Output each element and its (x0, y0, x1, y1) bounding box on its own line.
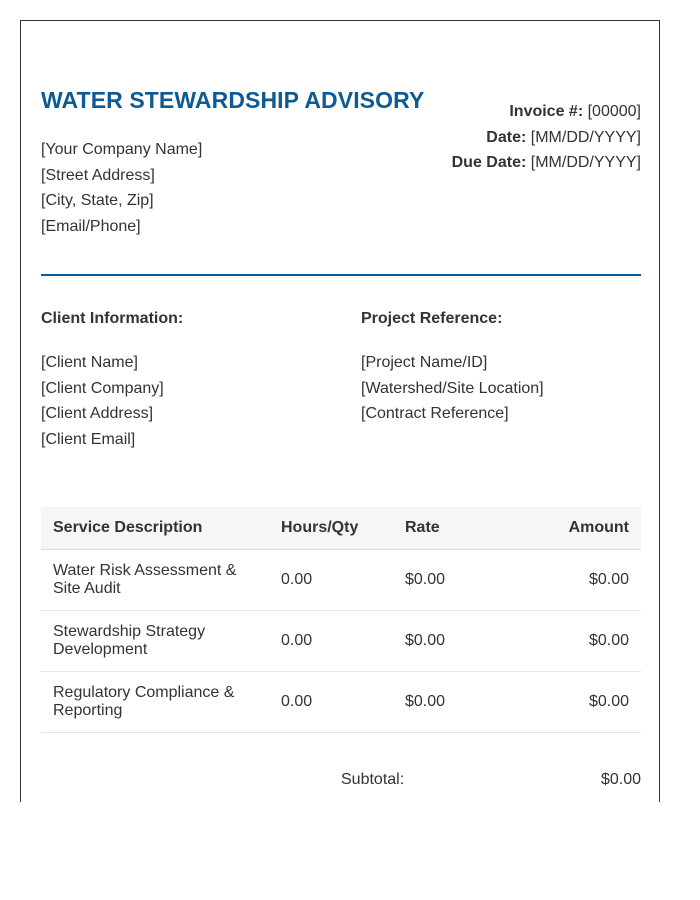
subtotal-label: Subtotal: (341, 771, 405, 788)
service-qty: 0.00 (269, 550, 393, 611)
column-header-hours: Hours/Qty (269, 507, 393, 550)
service-amount: $0.00 (531, 550, 641, 611)
table-row (41, 611, 641, 672)
services-table (41, 507, 641, 733)
invoice-page (20, 20, 660, 802)
invoice-number-row (452, 99, 641, 125)
due-date-label: Due Date: (451, 154, 527, 172)
service-description: Stewardship Strategy Development (41, 611, 269, 672)
client-information (41, 309, 341, 453)
invoice-date-label: Date: (486, 128, 527, 146)
client-lines (41, 350, 341, 453)
project-location: [Watershed/Site Location] (361, 379, 544, 397)
project-contract: [Contract Reference] (361, 405, 509, 423)
invoice-date-row (452, 125, 641, 151)
service-rate: $0.00 (393, 611, 531, 672)
column-header-amount: Amount (531, 507, 641, 550)
service-rate: $0.00 (393, 550, 531, 611)
company-contact: [Email/Phone] (41, 218, 141, 236)
project-heading: Project Reference: (361, 310, 503, 327)
company-city: [City, State, Zip] (41, 192, 154, 210)
table-row (41, 550, 641, 611)
service-qty: 0.00 (269, 672, 393, 733)
column-header-description: Service Description (41, 507, 269, 550)
due-date-row (452, 150, 641, 176)
client-name: [Client Name] (41, 354, 138, 371)
company-street: [Street Address] (41, 166, 155, 184)
table-row (41, 672, 641, 733)
column-header-rate: Rate (393, 507, 531, 550)
client-email: [Client Email] (41, 431, 136, 449)
client-address: [Client Address] (41, 405, 154, 423)
service-amount: $0.00 (531, 672, 641, 733)
service-qty: 0.00 (269, 611, 393, 672)
invoice-number-label: Invoice #: (509, 103, 584, 120)
project-name: [Project Name/ID] (361, 354, 488, 371)
client-heading: Client Information: (41, 310, 184, 327)
table-header-row (41, 507, 641, 550)
service-description: Water Risk Assessment & Site Audit (41, 550, 269, 611)
company-name: [Your Company Name] (41, 141, 203, 158)
service-description: Regulatory Compliance & Reporting (41, 672, 269, 733)
project-reference (361, 309, 660, 427)
due-date-value: [MM/DD/YYYY] (530, 154, 641, 172)
subtotal-value: $0.00 (600, 771, 641, 788)
service-amount: $0.00 (531, 611, 641, 672)
invoice-meta (452, 99, 641, 176)
header-divider (41, 274, 641, 276)
project-lines (361, 350, 660, 427)
invoice-number-value: [00000] (587, 103, 641, 120)
client-company: [Client Company] (41, 379, 164, 397)
invoice-date-value: [MM/DD/YYYY] (530, 128, 641, 146)
service-rate: $0.00 (393, 672, 531, 733)
company-title: WATER STEWARDSHIP ADVISORY (41, 87, 425, 113)
company-address-block (41, 137, 202, 240)
